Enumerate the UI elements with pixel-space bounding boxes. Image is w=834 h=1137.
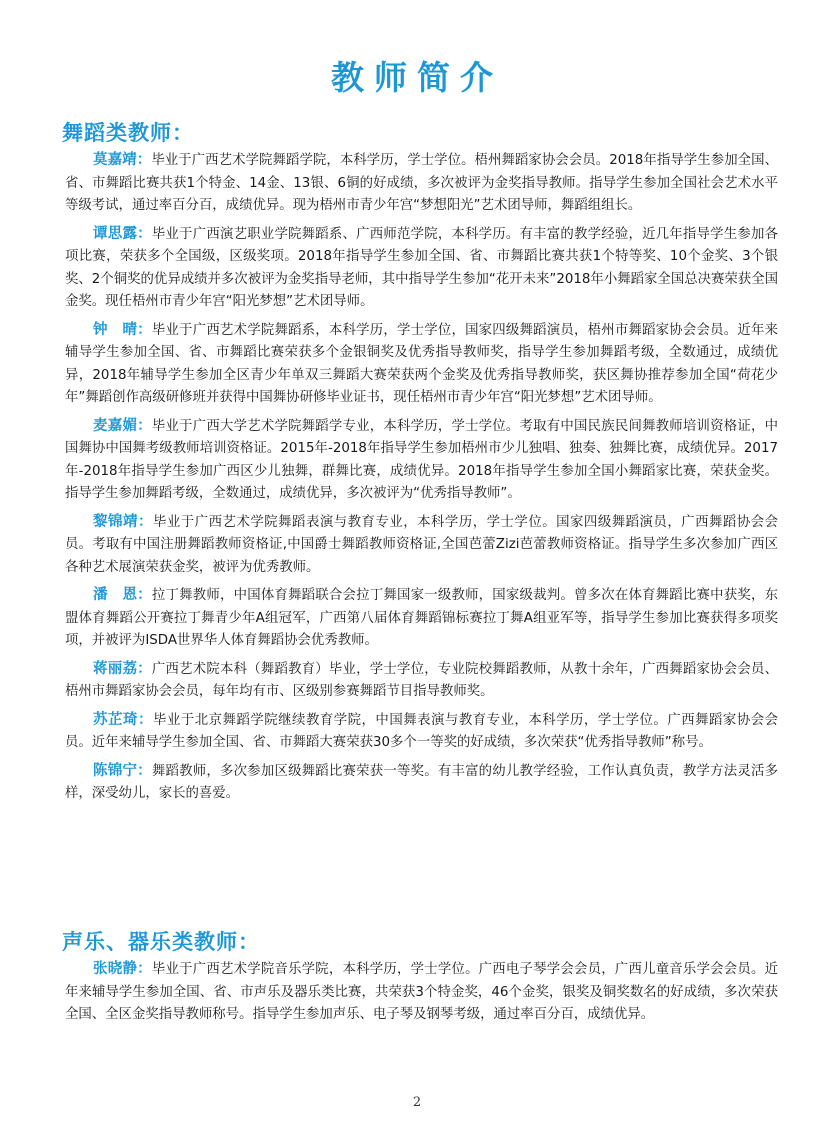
teacher-name: 麦嘉媚： xyxy=(93,417,152,434)
teacher-bio: 毕业于广西演艺职业学院舞蹈系、广西师范学院，本科学历。有丰富的教学经验，近几年指导学生参加各项比赛，荣获多个全国级，区级奖项。2018年指导学生参加全国、省、市舞蹈比赛共获1个特等奖、10个金奖、3个银奖、2个铜奖的优异成绩并多次被评为金奖指导老师，其中指导学生参加“花开未来”2018年小舞蹈家全国总决赛荣获全国金奖。现任梧州市青少年宫“阳光梦想”艺术团导师。 xyxy=(65,226,779,309)
page-title: 教师简介 xyxy=(331,58,503,97)
teacher-entry xyxy=(65,658,778,704)
section-heading-music: 声乐、器乐类教师： xyxy=(62,930,260,954)
teacher-entry xyxy=(65,319,778,410)
teacher-entry xyxy=(65,709,778,755)
teacher-entry xyxy=(65,511,778,580)
teacher-entry xyxy=(65,149,778,218)
teacher-bio: 毕业于广西艺术学院音乐学院，本科学历，学士学位。广西电子琴学会会员，广西儿童音乐学会会员。近年来辅导学生参加全国、省、市声乐及器乐类比赛，共荣获3个特金奖，46个金奖，银奖及铜奖数名的好成绩，多次荣获全国、全区金奖指导教师称号。指导学生参加声乐、电子琴及钢琴考级，通过率百分百，成绩优异。 xyxy=(65,962,779,1022)
teacher-bio: 毕业于北京舞蹈学院继续教育学院，中国舞表演与教育专业，本科学历，学士学位。广西舞蹈家协会会员。近年来辅导学生参加全国、省、市舞蹈大赛荣获30多个一等奖的好成绩，多次荣获“优秀指导教师”称号。 xyxy=(65,712,779,750)
teacher-bio: 毕业于广西艺术学院舞蹈学院，本科学历，学士学位。梧州舞蹈家协会会员。2018年指导学生参加全国、省、市舞蹈比赛共获1个特金、14金、13银、6铜的好成绩，多次被评为金奖指导教师。指导学生参加全国社会艺术水平等级考试，通过率百分百，成绩优异。现为梧州市青少年宫“梦想阳光”艺术团导师，舞蹈组组长。 xyxy=(65,153,778,213)
teacher-name: 苏芷琦： xyxy=(93,711,154,728)
teacher-name: 潘 恩： xyxy=(93,587,152,603)
teacher-name: 黎锦靖： xyxy=(93,513,154,530)
teacher-name: 陈锦宁： xyxy=(93,762,152,779)
section-music-teachers xyxy=(65,958,778,1032)
section-dance-teachers xyxy=(65,149,778,811)
teacher-name: 钟 晴： xyxy=(93,321,152,338)
section-heading-dance: 舞蹈类教师： xyxy=(62,121,194,145)
teacher-bio: 毕业于广西艺术学院舞蹈系，本科学历，学士学位，国家四级舞蹈演员，梧州市舞蹈家协会会员。近年来辅导学生参加全国、省、市舞蹈比赛荣获多个金银铜奖及优秀指导教师奖，指导学生参加舞蹈考级，全数通过，成绩优异，2018年辅导学生参加全区青少年单双三舞蹈大赛荣获两个金奖及优秀指导教师奖，获区舞协推荐参加全国“荷花少年”舞蹈创作高级研修班并获得中国舞协研修毕业证书，现任梧州市青少年宫“阳光梦想”艺术团导师。 xyxy=(65,322,779,405)
teacher-entry xyxy=(65,584,778,653)
teacher-name: 张晓静： xyxy=(93,961,152,977)
teacher-bio: 拉丁舞教师，中国体育舞蹈联合会拉丁舞国家一级教师，国家级裁判。曾多次在体育舞蹈比赛中获奖，东盟体育舞蹈公开赛拉丁舞青少年A组冠军，广西第八届体育舞蹈锦标赛拉丁舞A组亚军等，指导学生参加比赛获得多项奖项，并被评为ISDA世界华人体育舞蹈协会优秀教师。 xyxy=(65,588,779,648)
teacher-entry xyxy=(65,958,778,1027)
teacher-name: 蒋丽荔： xyxy=(93,660,152,677)
teacher-bio: 舞蹈教师，多次参加区级舞蹈比赛荣获一等奖。有丰富的幼儿教学经验，工作认真负责，教学方法灵活多样，深受幼儿，家长的喜爱。 xyxy=(65,763,779,801)
teacher-name: 莫嘉靖： xyxy=(93,152,152,168)
teacher-bio: 广西艺术院本科（舞蹈教育）毕业，学士学位，专业院校舞蹈教师，从教十余年，广西舞蹈家协会会员、梧州市舞蹈家协会会员，每年均有市、区级别参赛舞蹈节目指导教师奖。 xyxy=(65,661,779,699)
teacher-name: 谭思露： xyxy=(93,225,152,242)
teacher-entry xyxy=(65,223,778,314)
page-number: 2 xyxy=(412,1095,422,1110)
teacher-entry xyxy=(65,760,778,806)
teacher-bio: 毕业于广西大学艺术学院舞蹈学专业，本科学历，学士学位。考取有中国民族民间舞教师培训资格证，中国舞协中国舞考级教师培训资格证。2015年-2018年指导学生参加梧州市少儿独唱、独奏、独舞比赛，成绩优异。2017年-2018年指导学生参加广西区少儿独舞，群舞比赛，成绩优异。2018年指导学生参加全国小舞蹈家比赛，荣获金奖。指导学生参加舞蹈考级，全数通过，成绩优异，多次被评为“优秀指导教师”。 xyxy=(65,418,779,501)
teacher-bio: 毕业于广西艺术学院舞蹈表演与教育专业，本科学历，学士学位。国家四级舞蹈演员，广西舞蹈协会会员。考取有中国注册舞蹈教师资格证,中国爵士舞蹈教师资格证,全国芭蕾Zizi芭蕾教师资格证。指导学生多次参加广西区各种艺术展演荣获金奖，被评为优秀教师。 xyxy=(65,514,779,575)
teacher-entry xyxy=(65,415,778,506)
